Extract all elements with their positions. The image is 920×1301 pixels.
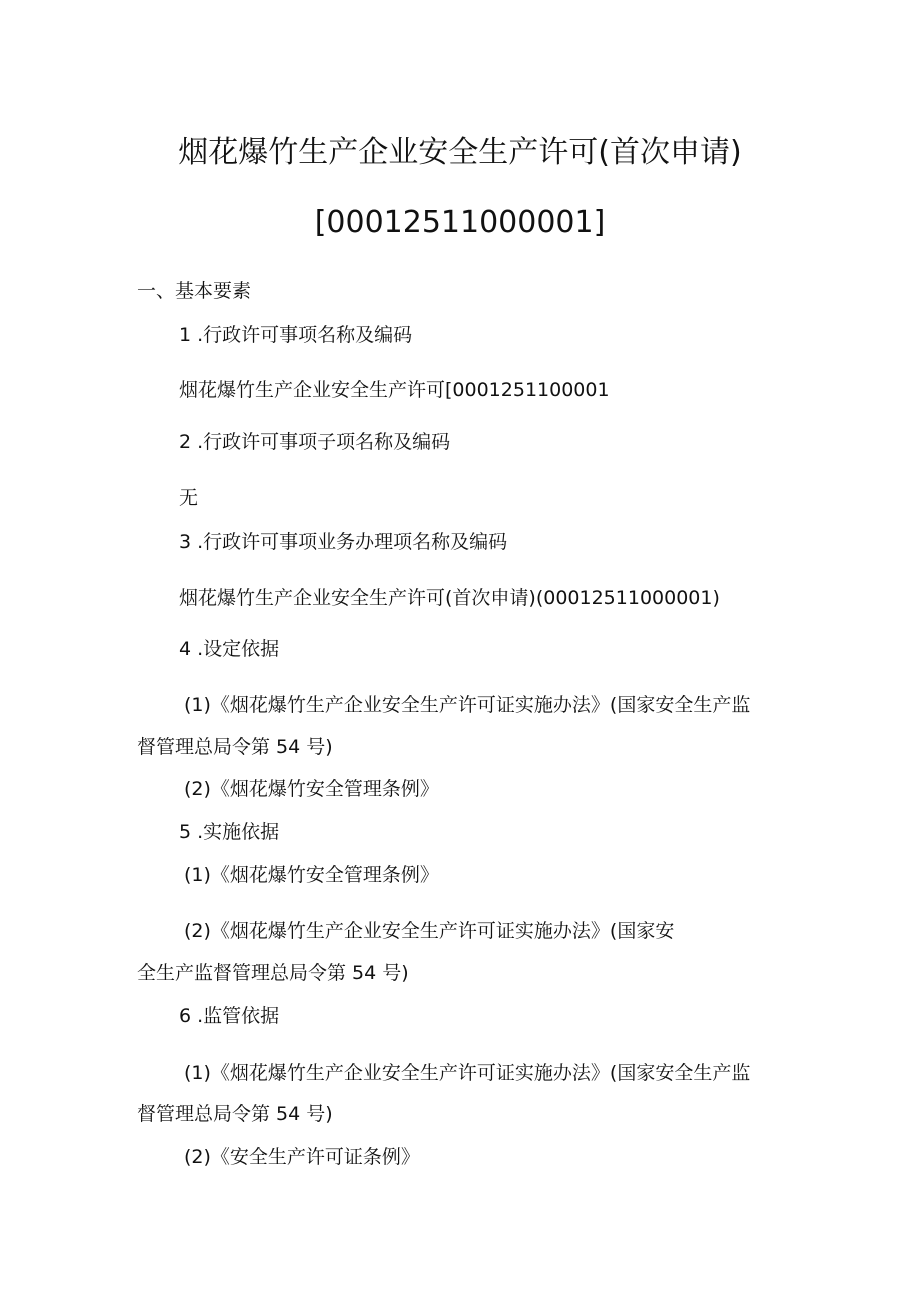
item-heading: 5 .实施依据 — [179, 821, 280, 843]
item-content: 无 — [179, 487, 199, 509]
item-heading: 6 .监管依据 — [179, 1005, 280, 1027]
basis-entry-continuation: 督管理总局令第 54 号) — [137, 736, 333, 758]
basis-entry: (1)《烟花爆竹生产企业安全生产许可证实施办法》(国家安全生产监 — [184, 694, 751, 716]
basis-entry: (2)《烟花爆竹安全管理条例》 — [184, 778, 439, 800]
item-heading: 4 .设定依据 — [179, 638, 280, 660]
document-code: [00012511000001] — [314, 205, 606, 240]
basis-entry: (1)《烟花爆竹安全管理条例》 — [184, 864, 439, 886]
document-title: 烟花爆竹生产企业安全生产许可(首次申请) — [178, 135, 742, 170]
item-content: 烟花爆竹生产企业安全生产许可(首次申请)(00012511000001) — [179, 587, 720, 609]
basis-entry: (2)《安全生产许可证条例》 — [184, 1146, 420, 1168]
basis-entry: (1)《烟花爆竹生产企业安全生产许可证实施办法》(国家安全生产监 — [184, 1062, 751, 1084]
section-heading: 一、基本要素 — [137, 280, 252, 302]
item-heading: 2 .行政许可事项子项名称及编码 — [179, 431, 451, 453]
item-heading: 1 .行政许可事项名称及编码 — [179, 324, 413, 346]
basis-entry: (2)《烟花爆竹生产企业安全生产许可证实施办法》(国家安 — [184, 920, 675, 942]
item-content: 烟花爆竹生产企业安全生产许可[0001251100001 — [179, 379, 610, 401]
basis-entry-continuation: 督管理总局令第 54 号) — [137, 1103, 333, 1125]
basis-entry-continuation: 全生产监督管理总局令第 54 号) — [137, 962, 409, 984]
item-heading: 3 .行政许可事项业务办理项名称及编码 — [179, 531, 508, 553]
